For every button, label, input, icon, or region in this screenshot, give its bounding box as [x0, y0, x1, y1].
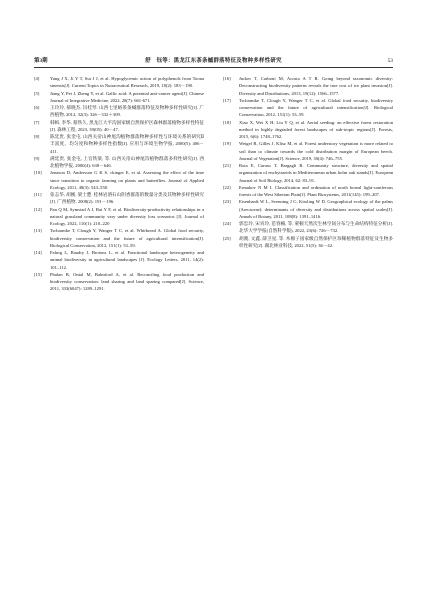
page-number: 53 — [387, 58, 393, 64]
reference-text: Phalan B, Onial M, Balmford A, et al. Reconciling food production and biodiversity conservation: land sharing and land sparing compared[J]. Science, 2011, 333(6047): 1289–1291. — [50, 271, 204, 292]
reference-number: [18] — [223, 119, 231, 125]
reference-text: Fahrig L, Baudry J, Brotons L, et al. Functional landscape heterogeneity and animal biodiversity in agricultural landscapes [J]. Ecology Letters, 2011, 14(2): 101–112. — [50, 250, 204, 270]
reference-text: Eisenhardt W L, Svenning J C, Kissling W D. Geographical ecology of the palms (Arecaceae): determinants of diversity and distributions across spatial scales[J]. Annals of Botany, 2011, 108(8): 1391–1416. — [239, 199, 393, 219]
reference-entry — [34, 227, 204, 249]
reference-entry — [223, 220, 393, 235]
reference-text: 陈廷贵, 张金屯. 山西关帝山神尾沟植物群落物种多样性与环境关系的研究Ⅱ丰富度、均匀度和物种多样性指数[J]. 应用与环境生物学报, 2000(5): 406－411. — [50, 134, 204, 154]
reference-number: [6] — [34, 105, 40, 110]
reference-text: Jonason D, Andersson G K S, ckinger E, et al. Assessing the effect of the time since transition to organic farming on plants and butterflies. Journal of Applied Ecology, 2011, 48(3): 543–550. — [50, 170, 204, 190]
header-rule — [34, 67, 393, 68]
reference-text: Jiang Y, Pei J, Zheng Y, et al. Gallic acid: A potential anti-cancer agent[J]. Chinese Journal of Integrative Medicine, 2022, 28(7): 661-671. — [50, 90, 204, 103]
reference-text: Ermakov N M I. Classification and ordination of north boreal light-coniferous forests of the West Siberian Plain[J]. Plant Biosystems, 2011(145): 199–207. — [239, 184, 393, 197]
reference-entry — [34, 271, 204, 293]
reference-entry — [223, 75, 393, 97]
reference-text: Xiao X, Wei X H, Liu Y Q, et al. Aerial seeding: an effective forest restoration method in highly degraded forest landscapes of sub-tropic regions[J]. Forests, 2015, 6(6): 1748–1762. — [239, 119, 393, 139]
reference-entry — [223, 140, 393, 162]
reference-number: [19] — [223, 141, 231, 147]
reference-text: Rota E, Caruso T, Bargagli R. Community structure, diversity and spatial organization of enchytraeids in Mediterranean urban holm oak stands[J]. European Journal of Soil Biology, 2014, 62: 83–91. — [239, 163, 393, 183]
reference-entry — [34, 119, 204, 134]
reference-text: 胡澳, 文鑫, 薛卫星, 等. 木棉子国家级自然保护区珍稀植物群落特征及生物多样性研究[J]. 湖北林业科技, 2022, 51(5): 36－42. — [239, 235, 393, 248]
reference-entry — [34, 90, 204, 105]
reference-number: [12] — [34, 206, 42, 212]
reference-text: Tscharntke T, Clough Y, Wanger T C, et al. Whitbread A. Global food security, biodiversity conservation and the future of agricultural intensification[J]. Biological Conservation, 2012, 151(1): 53–59. — [50, 228, 204, 248]
running-title: 舒 钰等：黑龙江东茶条槭群落特征及物种多样性研究 — [145, 58, 282, 64]
reference-entry — [34, 75, 204, 90]
reference-entry — [34, 191, 204, 206]
reference-entry — [223, 162, 393, 184]
reference-number: [15] — [34, 271, 42, 277]
reference-number: [22] — [223, 184, 231, 190]
reference-number: [23] — [223, 199, 231, 205]
reference-number: [25] — [223, 235, 231, 241]
reference-entry — [223, 119, 393, 141]
reference-text: Jucker T, Carboni M, Acosta A T R. Going beyond taxonomic diversity: Deconstructing biodiversity patterns reveals the true cost of ice plant invasion[J]. Diversity and Distributions, 2013, 19(12): 1566–1577. — [239, 76, 393, 96]
reference-entry — [34, 206, 204, 228]
reference-entry — [34, 169, 204, 191]
reference-number: [14] — [34, 250, 42, 255]
reference-entry — [34, 249, 204, 271]
reference-number: [16] — [223, 76, 231, 81]
issue-number: 第3期 — [34, 58, 48, 64]
reference-entry — [34, 104, 204, 119]
reference-entry — [223, 97, 393, 119]
reference-number: [8] — [34, 134, 40, 139]
reference-text: 郭忠玲, 宋宵玲, 范春楠, 等. 蒙顿天然次生林空间分布与生命结构特征分析[J]. 北华大学学报(自然科学版), 2022, 23(6): 726－732. — [239, 221, 393, 234]
running-header — [34, 55, 393, 67]
reference-number: [24] — [223, 221, 231, 226]
reference-number: [13] — [34, 228, 42, 234]
reference-number: [17] — [223, 97, 231, 103]
reference-number: [11] — [34, 192, 42, 197]
reference-number: [5] — [34, 90, 40, 96]
reference-column-right — [223, 75, 393, 249]
reference-text: 张志华, 胡刚, 梁士楚. 桂林岩溶石山阴香群落的数量分类及其物种多样性研究[J]. 广西植物, 2008(2): 191－196. — [50, 192, 204, 205]
reference-entry — [223, 235, 393, 250]
reference-number: [7] — [34, 119, 40, 125]
reference-entry — [223, 198, 393, 220]
reference-text: Pan Q M, Symstad A J, Bai Y F, et al. Biodiversity-productivity relationships in a natural grassland community vary under diversity loss scenarios [J]. Journal of Ecology, 2022, 110(1): 210–220 — [50, 206, 204, 226]
reference-entry — [34, 155, 204, 170]
reference-number: [21] — [223, 163, 231, 168]
reference-text: 韩帜, 李华, 蔡铁久, 黑龙江大平沟国家级自然保护区森林群落植物多样性特征[J]. 森林工程, 2023, 39(05): 40－47. — [50, 119, 204, 132]
reference-number: [9] — [34, 155, 40, 161]
reference-number: [10] — [34, 170, 42, 176]
reference-number: [4] — [34, 76, 40, 81]
reference-column-left — [34, 75, 204, 293]
reference-text: Tscharntke T, Clough Y, Wanger T C, et al. Global food security, biodiversity conservation and the future of agricultural intensification[J]. Biological Conservation, 2012, 151(1): 53–59. — [239, 97, 393, 118]
reference-text: Weigel R, Gilles J, Klisz M, et al. Forest understory vegetation is more related to soil than to climate towards the cold distribution margin of European beech. Journal of Vegetation[J]. Science, 2019, 30(4): 746–755. — [239, 141, 393, 161]
reference-text: 王玲玲, 郝晓杰, 闫桂琴. 山西七里峪茶条槭群落特征及物种多样性研究[J]. 广西植物, 2012, 32(3): 326－332＋309. — [50, 105, 204, 118]
reference-text: 满廷贵, 张金屯, 上官铁梁, 等. 山西关帝山神尾沟植物群落多样性研究[J]. 西北植物学报, 2000(4): 638－646. — [50, 155, 204, 168]
reference-entry — [223, 184, 393, 199]
reference-entry — [34, 133, 204, 155]
reference-text: Yang J X, Ji Y T, Sui J J, et al. Hypoglycemic action of polyphenols from Toona sinensis[J]. Current Topics in Nutraceutical Research, 2019, 18(2): 183－190. — [50, 76, 204, 89]
